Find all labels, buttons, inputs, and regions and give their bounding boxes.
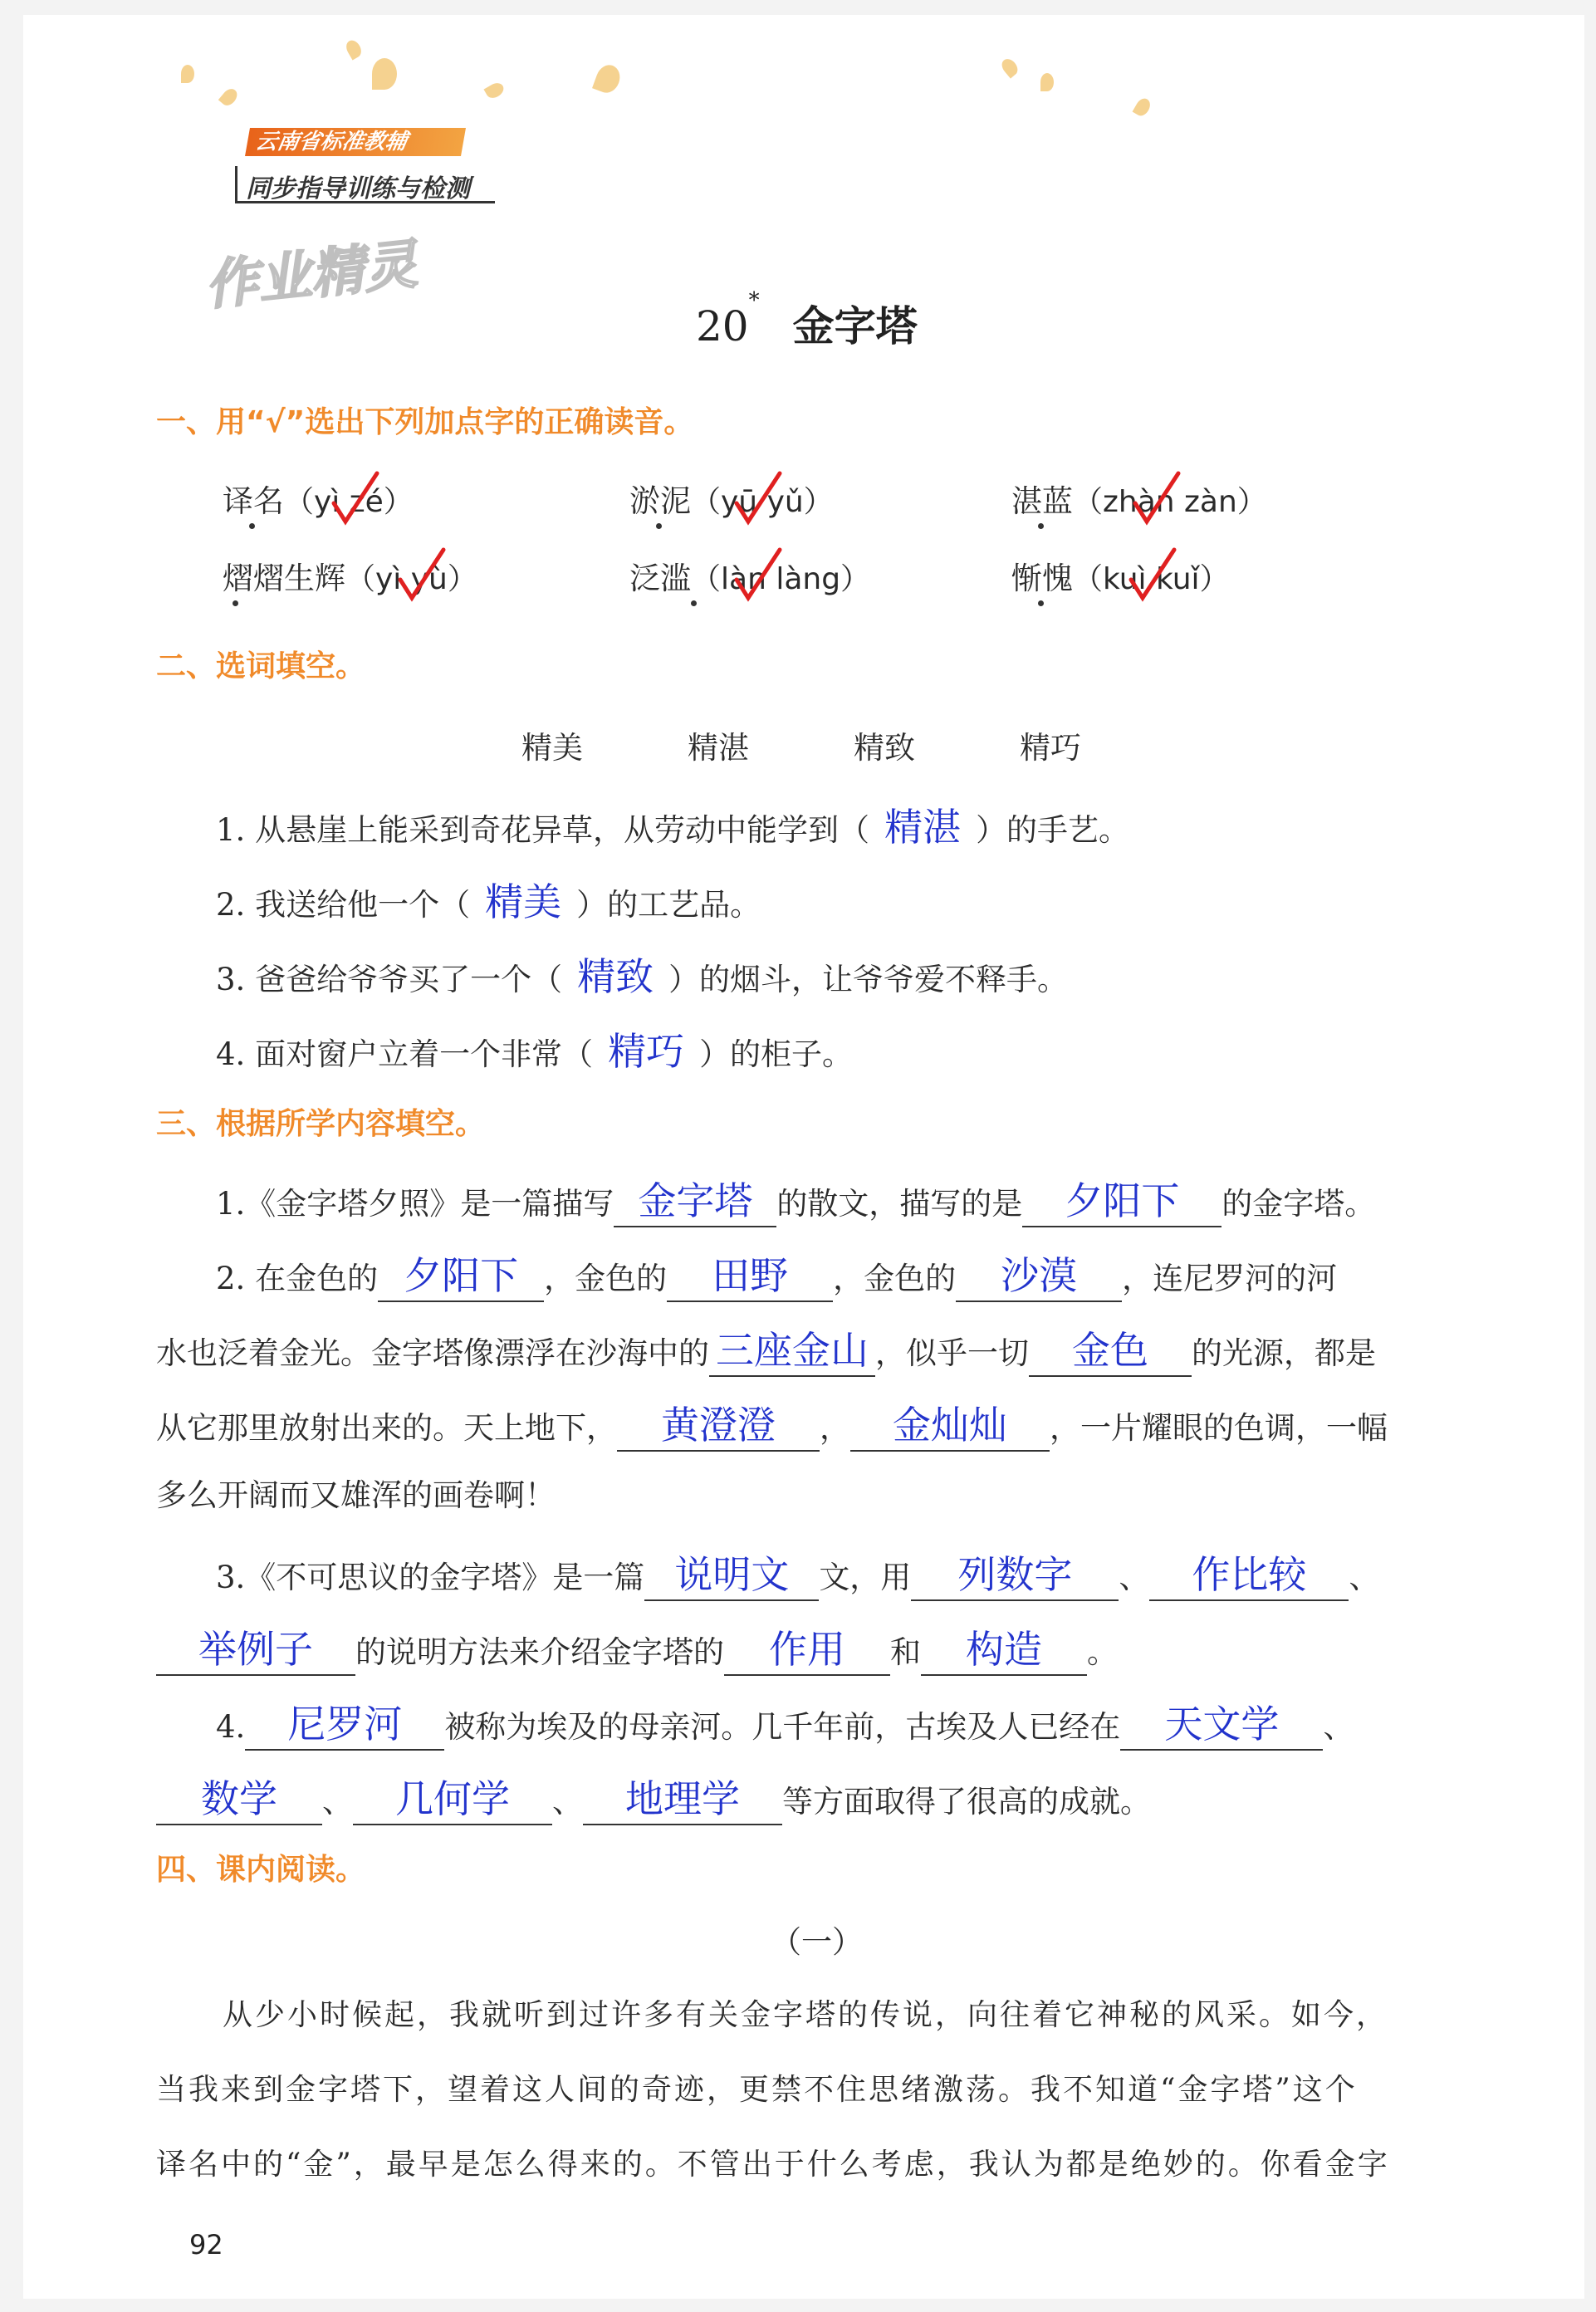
leaf-decoration: [181, 65, 194, 83]
emphasis-dot: [691, 600, 697, 606]
check-mark-icon: [733, 470, 783, 528]
question-text: 的金字塔。: [1221, 1186, 1376, 1222]
handwritten-answer: 天文学: [1120, 1694, 1323, 1751]
pinyin-options: （làn làng）: [691, 562, 871, 596]
fill-line: [216, 1171, 1375, 1227]
reading-subtitle: （一）: [771, 1924, 863, 1960]
fill-line: [216, 1545, 1379, 1601]
question-text: ，: [820, 1410, 850, 1446]
question-text: 4. 面对窗户立着一个非常（: [216, 1036, 594, 1072]
fill-question: [216, 1021, 853, 1076]
pinyin-word: 译名: [223, 483, 284, 519]
question-text: 和: [890, 1634, 921, 1670]
pinyin-word: 泛滥: [629, 561, 691, 596]
question-text: 文，用: [819, 1560, 912, 1595]
leaf-decoration: [1040, 73, 1054, 91]
question-text: 、: [1119, 1560, 1150, 1595]
handwritten-answer: 举例子: [156, 1619, 355, 1676]
word-choice: 精巧: [1020, 730, 1081, 766]
handwritten-answer: 精致: [577, 954, 654, 999]
lesson-title: [696, 288, 918, 353]
lesson-mark: *: [748, 288, 760, 313]
handwritten-answer: 列数字: [911, 1545, 1119, 1601]
fill-line: [156, 1395, 1388, 1452]
check-mark-icon: [397, 546, 447, 605]
fill-question: [216, 947, 1068, 1002]
question-text: 等方面取得了很高的成就。: [782, 1784, 1151, 1820]
leaf-decoration: [592, 61, 624, 96]
emphasis-dot: [1038, 523, 1044, 529]
handwritten-answer: 地理学: [583, 1769, 782, 1825]
question-text: 。: [1087, 1634, 1118, 1670]
pinyin-options: （kuì kuǐ）: [1073, 562, 1230, 596]
handwritten-answer: 作比较: [1149, 1545, 1349, 1601]
handwritten-answer: 尼罗河: [245, 1694, 444, 1751]
fill-line: [156, 1320, 1376, 1377]
fill-line: [156, 1619, 1118, 1676]
check-mark-icon: [1128, 546, 1177, 605]
handwritten-answer: 几何学: [353, 1769, 552, 1825]
pinyin-options: （yū yǔ）: [691, 485, 834, 519]
word-choice: 精美: [521, 730, 583, 766]
question-text: ，金色的: [833, 1261, 957, 1296]
question-text: ，似乎一切: [875, 1335, 1029, 1371]
pinyin-word: 惭愧: [1011, 561, 1073, 596]
pinyin-options: （yì zé）: [284, 485, 414, 519]
leaf-decoration: [1133, 96, 1153, 118]
page-number: 92: [189, 2229, 223, 2261]
handwritten-answer: 夕阳下: [378, 1246, 544, 1302]
question-text: 从它那里放射出来的。天上地下，: [156, 1410, 617, 1446]
pinyin-item: [629, 476, 834, 521]
question-text: 的光源，都是: [1192, 1335, 1376, 1371]
question-text: 2. 我送给他一个（: [216, 887, 471, 923]
lesson-name: 金字塔: [792, 302, 918, 350]
fill-question: [216, 797, 1129, 852]
handwritten-answer: 金色: [1029, 1320, 1192, 1377]
question-text: 2. 在金色的: [216, 1261, 379, 1296]
question-text: ）的柜子。: [699, 1036, 854, 1072]
question-text: ，连尼罗河的河: [1122, 1261, 1338, 1296]
question-text: 、: [1349, 1560, 1380, 1595]
section4-heading: 四、课内阅读。: [156, 1853, 366, 1887]
handwritten-answer: 构造: [921, 1619, 1087, 1676]
leaf-decoration: [999, 56, 1021, 78]
question-text: ）的工艺品。: [576, 887, 761, 923]
question-text: 的说明方法来介绍金字塔的: [355, 1634, 724, 1670]
check-mark-icon: [1132, 470, 1182, 528]
reading-paragraph-line: 当我来到金字塔下，望着这人间的奇迹，更禁不住思绪激荡。我不知道“金字塔”这个: [156, 2073, 1358, 2107]
leaf-decoration: [344, 37, 365, 60]
handwritten-answer: 说明文: [644, 1545, 819, 1601]
question-text: ）的烟斗，让爷爷爱不释手。: [668, 962, 1069, 997]
handwritten-answer: 数学: [156, 1769, 322, 1825]
question-text: 、: [1323, 1709, 1354, 1745]
question-text: 1. 从悬崖上能采到奇花异草，从劳动中能学到（: [216, 812, 870, 848]
fill-line: 多么开阔而又雄浑的画卷啊！: [156, 1477, 556, 1513]
emphasis-dot: [249, 523, 255, 529]
pinyin-options: （yì yù）: [345, 562, 477, 596]
pinyin-item: [1011, 553, 1230, 598]
watermark-logo: 作业精灵: [202, 233, 420, 318]
question-text: 1.《金字塔夕照》是一篇描写: [216, 1186, 614, 1222]
question-text: 4.: [216, 1709, 246, 1745]
leaf-decoration: [372, 58, 397, 90]
question-text: 的散文，描写的是: [776, 1186, 1023, 1222]
check-mark-icon: [330, 470, 380, 528]
handwritten-answer: 三座金山: [709, 1320, 875, 1377]
handwritten-answer: 金字塔: [614, 1171, 776, 1227]
handwritten-answer: 精湛: [884, 805, 962, 850]
handwritten-answer: 田野: [667, 1246, 833, 1302]
fill-line: [216, 1246, 1337, 1302]
check-mark-icon: [733, 546, 783, 605]
handwritten-answer: 精巧: [608, 1029, 685, 1074]
handwritten-answer: 夕阳下: [1022, 1171, 1221, 1227]
pinyin-word: 淤泥: [629, 483, 691, 519]
section2-heading: 二、选词填空。: [156, 649, 366, 683]
question-text: 被称为埃及的母亲河。几千年前，古埃及人已经在: [444, 1709, 1121, 1745]
handwritten-answer: 沙漠: [956, 1246, 1122, 1302]
fill-question: [216, 872, 761, 927]
fill-line: [216, 1694, 1354, 1751]
leaf-decoration: [483, 81, 506, 101]
fill-line: [156, 1769, 1151, 1825]
question-text: 3. 爸爸给爷爷买了一个（: [216, 962, 563, 997]
pinyin-word: 湛蓝: [1011, 483, 1073, 519]
question-text: 3.《不可思议的金字塔》是一篇: [216, 1560, 645, 1595]
series-title: 同步指导训练与检测: [246, 174, 470, 203]
handwritten-answer: 黄澄澄: [617, 1395, 820, 1452]
pinyin-item: [223, 476, 414, 521]
lesson-number: 20: [696, 302, 749, 350]
handwritten-answer: 金灿灿: [850, 1395, 1050, 1452]
word-choice: 精湛: [688, 730, 749, 766]
question-text: 、: [552, 1784, 583, 1820]
emphasis-dot: [233, 600, 238, 606]
pinyin-word: 熠熠生辉: [223, 561, 345, 596]
section1-heading: 一、用“√”选出下列加点字的正确读音。: [156, 405, 694, 439]
reading-paragraph-line: 译名中的“金”，最早是怎么得来的。不管出于什么考虑，我认为都是绝妙的。你看金字: [156, 2148, 1390, 2182]
pinyin-options: （zhàn zàn）: [1073, 485, 1267, 519]
section3-heading: 三、根据所学内容填空。: [156, 1107, 486, 1141]
word-choice: 精致: [854, 730, 915, 766]
emphasis-dot: [656, 523, 662, 529]
question-text: ）的手艺。: [976, 812, 1130, 848]
emphasis-dot: [1038, 600, 1044, 606]
question-text: 、: [322, 1784, 353, 1820]
question-text: ，金色的: [544, 1261, 668, 1296]
brand-label: 云南省标准教辅: [245, 128, 466, 156]
reading-paragraph-line: 从少小时候起，我就听到过许多有关金字塔的传说，向往着它神秘的风采。如今，: [223, 1998, 1389, 2032]
handwritten-answer: 作用: [724, 1619, 890, 1676]
question-text: 水也泛着金光。金字塔像漂浮在沙海中的: [156, 1335, 709, 1371]
handwritten-answer: 精美: [485, 879, 562, 924]
leaf-decoration: [218, 86, 240, 108]
question-text: ，一片耀眼的色调，一幅: [1050, 1410, 1388, 1446]
workbook-page: [23, 15, 1584, 2299]
